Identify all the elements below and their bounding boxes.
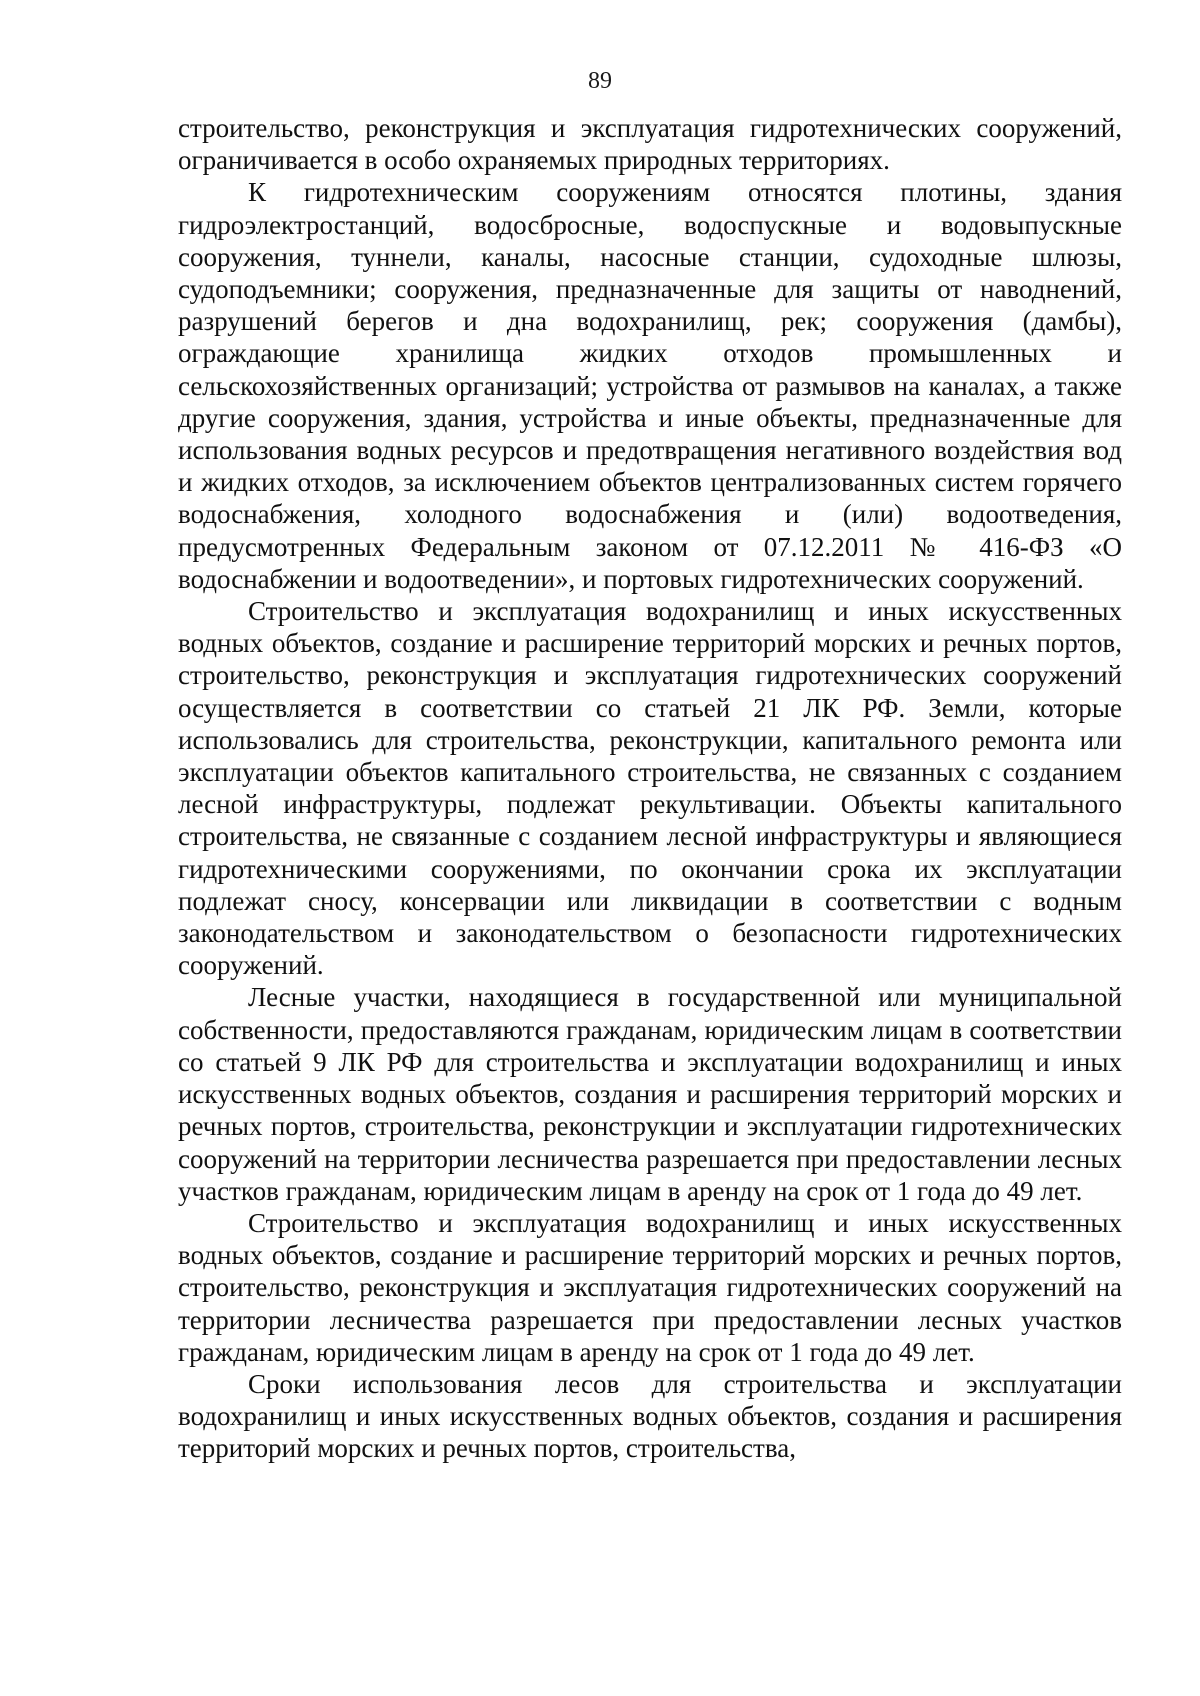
paragraph-5: Строительство и эксплуатация водохранилищ и иных искусственных водных объектов, создание и расширение территорий морских и речных портов, строительство, реконструкция и эксплуатация гидротехнических сооружений на территории лесничества разрешается при предоставлении лесных участков гражданам, юридическим лицам в аренду на срок от 1 года до 49 лет.	[178, 1207, 1122, 1367]
paragraph-6: Сроки использования лесов для строительства и эксплуатации водохранилищ и иных искусственных водных объектов, создания и расширения территорий морских и речных портов, строительства,	[178, 1368, 1122, 1464]
paragraph-2: К гидротехническим сооружениям относятся плотины, здания гидроэлектростанций, водосбросные, водоспускные и водовыпускные сооружения, туннели, каналы, насосные станции, судоходные шлюзы, судоподъемники; сооружения, предназначенные для защиты от наводнений, разрушений берегов и дна водохранилищ, рек; сооружения (дамбы), ограждающие хранилища жидких отходов промышленных и сельскохозяйственных организаций; устройства от размывов на каналах, а также другие сооружения, здания, устройства и иные объекты, предназначенные для использования водных ресурсов и предотвращения негативного воздействия вод и жидких отходов, за исключением объектов централизованных систем горячего водоснабжения, холодного водоснабжения и (или) водоотведения, предусмотренных Федеральным законом от 07.12.2011 № 416-ФЗ «О водоснабжении и водоотведении», и портовых гидротехнических сооружений.	[178, 177, 1122, 594]
document-body	[178, 112, 1122, 1465]
paragraph-3: Строительство и эксплуатация водохранилищ и иных искусственных водных объектов, создание и расширение территорий морских и речных портов, строительство, реконструкция и эксплуатация гидротехнических сооружений осуществляется в соответствии со статьей 21 ЛК РФ. Земли, которые использовались для строительства, реконструкции, капитального ремонта или эксплуатации объектов капитального строительства, не связанных с созданием лесной инфраструктуры, подлежат рекультивации. Объекты капитального строительства, не связанные с созданием лесной инфраструктуры и являющиеся гидротехническими сооружениями, по окончании срока их эксплуатации подлежат сносу, консервации или ликвидации в соответствии с водным законодательством и законодательством о безопасности гидротехнических сооружений.	[178, 596, 1122, 981]
paragraph-4: Лесные участки, находящиеся в государственной или муниципальной собственности, предоставляются гражданам, юридическим лицам в соответствии со статьей 9 ЛК РФ для строительства и эксплуатации водохранилищ и иных искусственных водных объектов, создания и расширения территорий морских и речных портов, строительства, реконструкции и эксплуатации гидротехнических сооружений на территории лесничества разрешается при предоставлении лесных участков гражданам, юридическим лицам в аренду на срок от 1 года до 49 лет.	[178, 982, 1122, 1206]
page-number: 89	[588, 68, 612, 94]
paragraph-1: строительство, реконструкция и эксплуатация гидротехнических сооружений, ограничивается в особо охраняемых природных территориях.	[178, 113, 1122, 176]
